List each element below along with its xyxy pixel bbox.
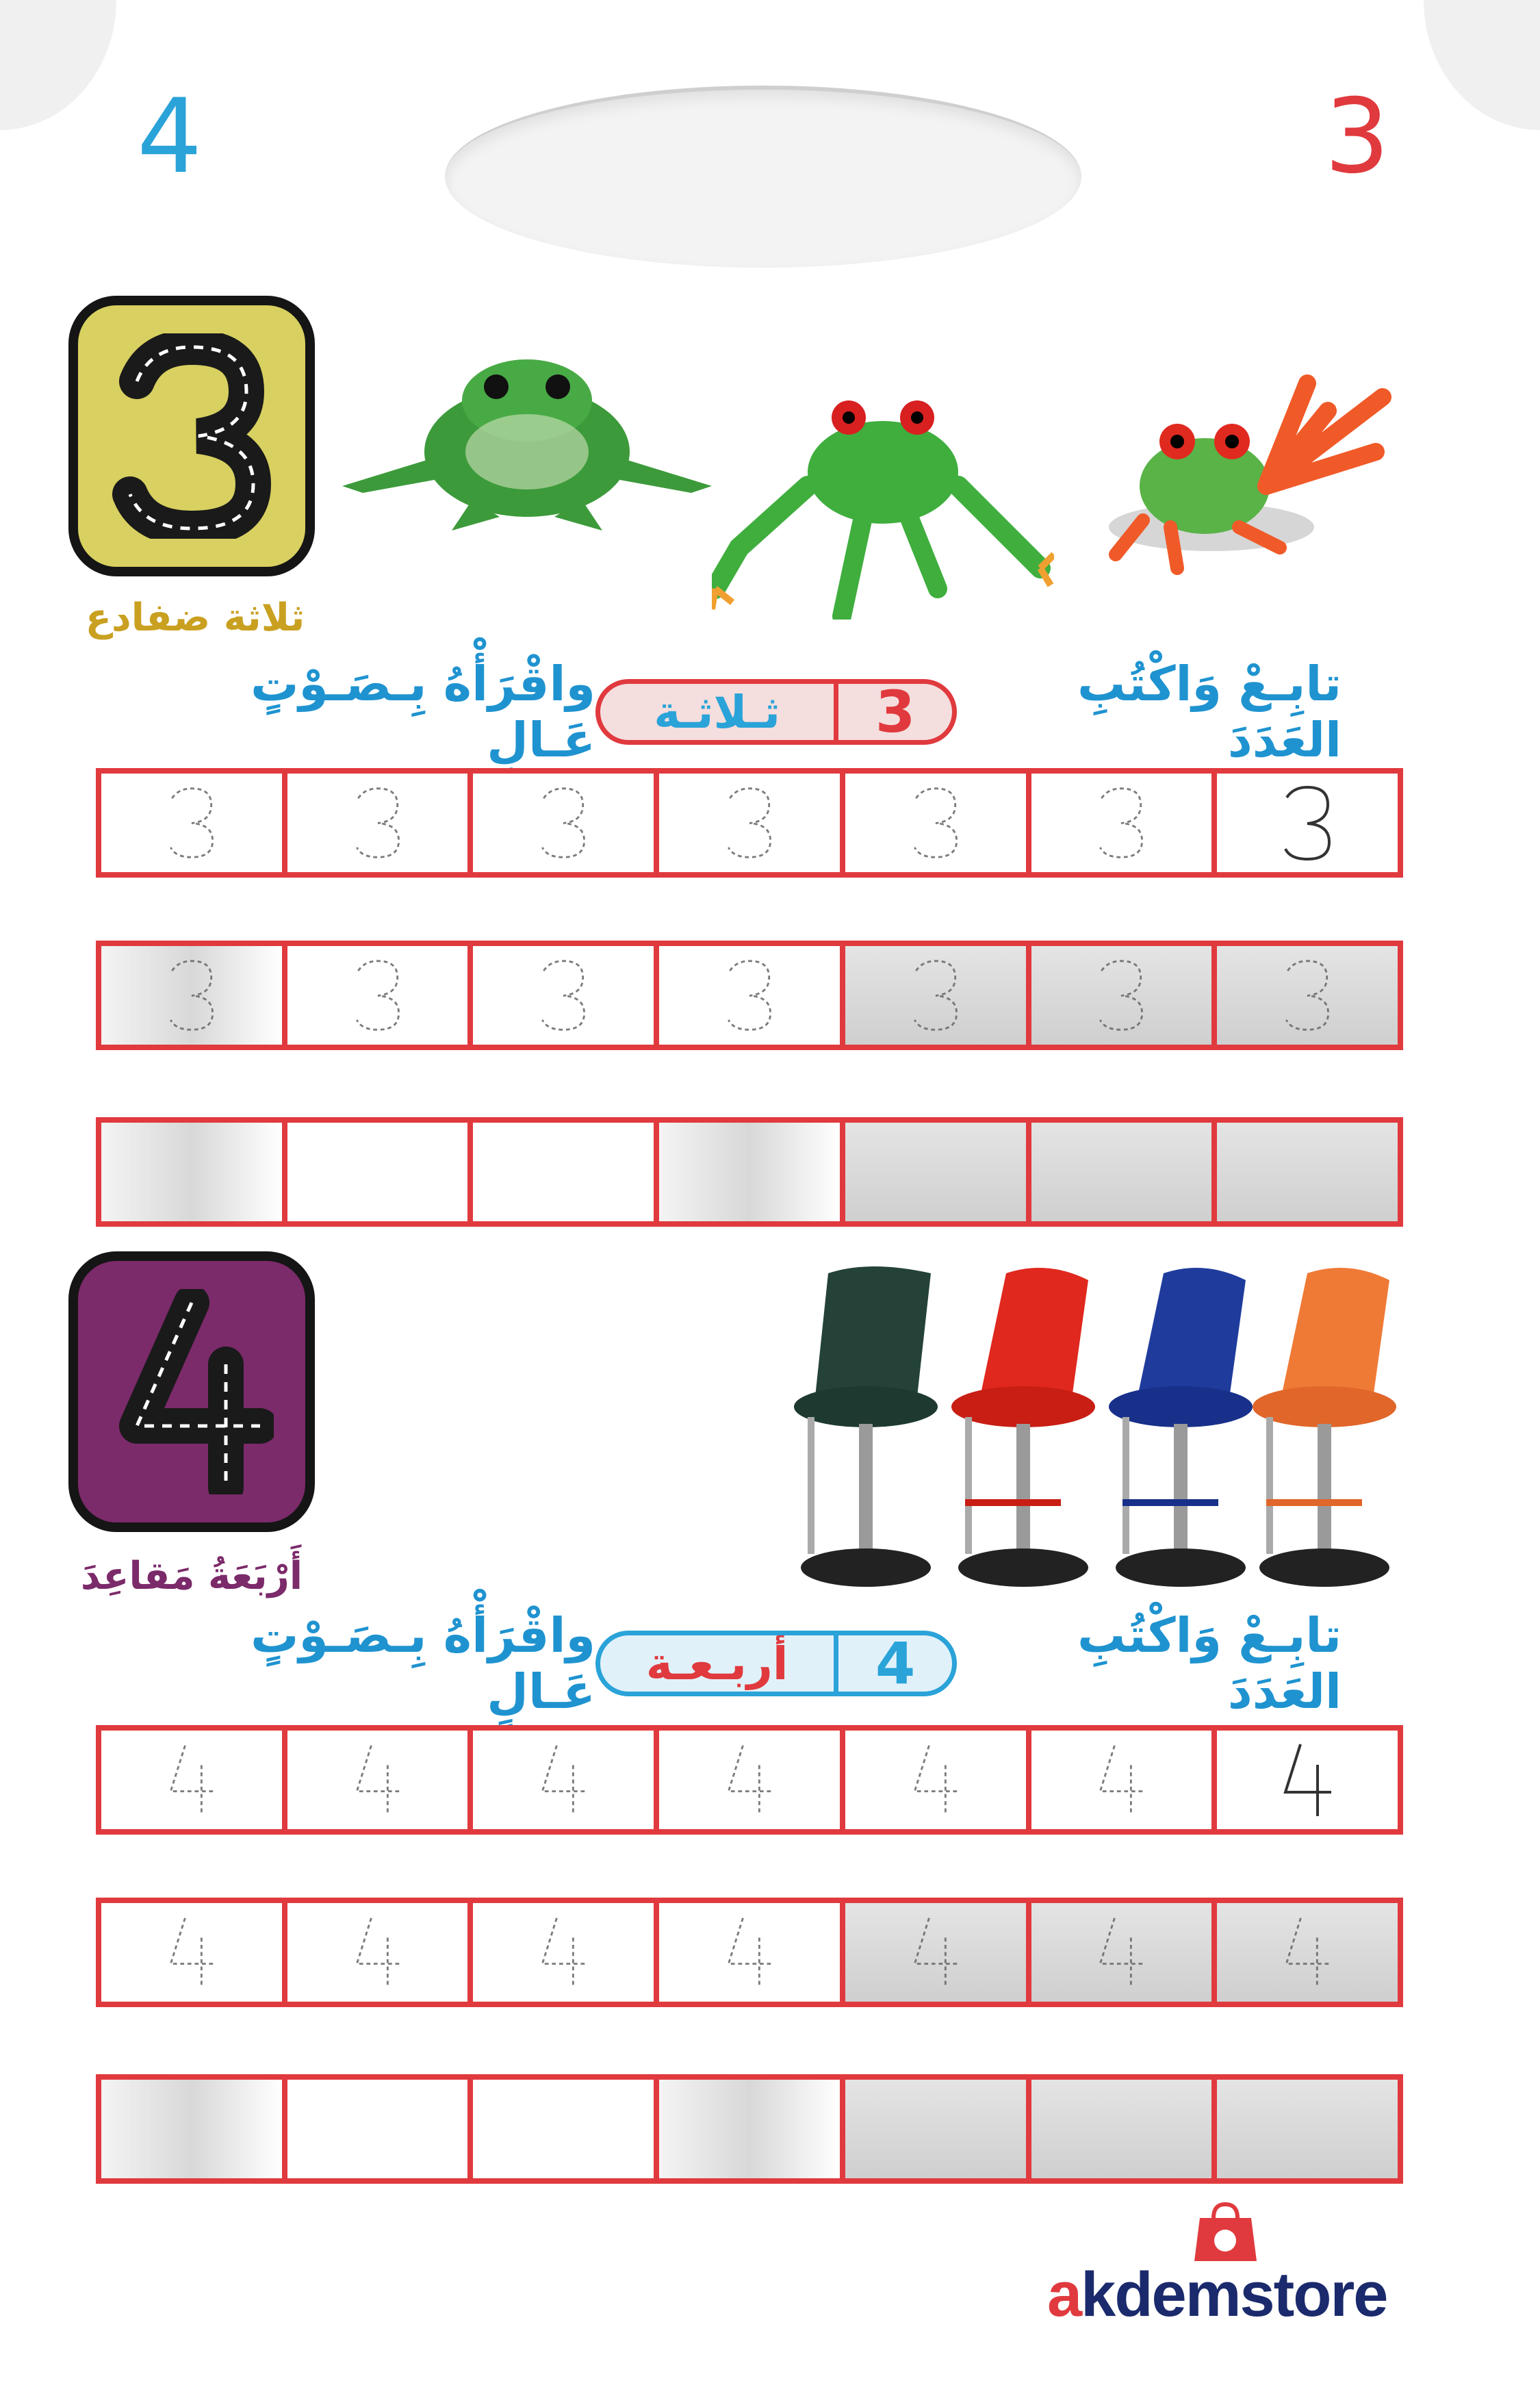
- write-cell[interactable]: [287, 2080, 468, 2178]
- road-digit-three-icon: [110, 333, 274, 539]
- trace-cell[interactable]: [1031, 774, 1212, 872]
- digit-badge-three: [68, 296, 315, 576]
- trace-cell[interactable]: [287, 774, 468, 872]
- trace-cell[interactable]: [659, 774, 840, 872]
- write-cell[interactable]: [287, 1123, 468, 1221]
- brand-letter-a: a: [1047, 2260, 1081, 2330]
- trace-cell[interactable]: [473, 774, 654, 872]
- write-cell[interactable]: [1217, 1123, 1398, 1221]
- corner-shadow-left: [0, 0, 116, 130]
- trace-cell[interactable]: [1031, 946, 1212, 1045]
- frog-image-2: [712, 383, 1054, 620]
- tracing-row-four-2: [96, 1898, 1403, 2007]
- trace-cell[interactable]: [845, 946, 1026, 1045]
- solid-digit-cell: [1217, 774, 1398, 872]
- tracing-row-four-1: [96, 1725, 1403, 1835]
- trace-cell[interactable]: [659, 1731, 840, 1829]
- trace-cell[interactable]: [473, 1731, 654, 1829]
- write-cell[interactable]: [1031, 2080, 1212, 2178]
- store-bag-icon: [1190, 2201, 1261, 2262]
- trace-cell[interactable]: [287, 1903, 468, 2002]
- write-cell[interactable]: [1031, 1123, 1212, 1221]
- instruction-bar-four: [137, 1607, 1342, 1720]
- frog-image-1: [335, 349, 719, 534]
- handle-cutout: [445, 86, 1081, 268]
- write-cell[interactable]: [845, 1123, 1026, 1221]
- pill-number: 4: [834, 1635, 952, 1692]
- trace-cell[interactable]: [101, 946, 282, 1045]
- pill-word: أربـعـة: [645, 1637, 788, 1690]
- chair-image-dark: [787, 1260, 945, 1602]
- tracing-row-three-2: [96, 941, 1403, 1050]
- trace-cell[interactable]: [101, 1731, 282, 1829]
- writing-row-four: [96, 2074, 1403, 2184]
- pill-number: 3: [834, 684, 952, 740]
- number-label-pill-four: [595, 1631, 957, 1696]
- trace-cell[interactable]: [659, 946, 840, 1045]
- road-digit-four-icon: [110, 1289, 274, 1494]
- write-cell[interactable]: [473, 1123, 654, 1221]
- pill-word: ثـلاثـة: [654, 685, 781, 739]
- trace-cell[interactable]: [473, 946, 654, 1045]
- trace-cell[interactable]: [845, 774, 1026, 872]
- page-number-right: 3: [1324, 77, 1390, 196]
- trace-cell[interactable]: [287, 1731, 468, 1829]
- write-cell[interactable]: [659, 1123, 840, 1221]
- trace-cell[interactable]: [473, 1903, 654, 2002]
- trace-cell[interactable]: [101, 774, 282, 872]
- trace-cell[interactable]: [845, 1903, 1026, 2002]
- page-number-left: 4: [137, 77, 203, 196]
- write-cell[interactable]: [1217, 2080, 1398, 2178]
- trace-cell[interactable]: [1217, 946, 1398, 1045]
- chair-image-orange: [1246, 1260, 1403, 1602]
- write-cell[interactable]: [473, 2080, 654, 2178]
- solid-digit-cell: [1217, 1731, 1398, 1829]
- trace-cell[interactable]: [101, 1903, 282, 2002]
- brand-name: kdemstore: [1081, 2260, 1387, 2330]
- chair-image-red: [945, 1260, 1102, 1602]
- digit-badge-four: [68, 1251, 315, 1532]
- frog-image-3: [1102, 370, 1403, 596]
- write-cell[interactable]: [659, 2080, 840, 2178]
- write-cell[interactable]: [101, 2080, 282, 2178]
- writing-row-three: [96, 1117, 1403, 1227]
- instruction-read-aloud: واقْرَأْهُ بِـصَـوْتٍ عَـالٍ: [251, 656, 595, 768]
- trace-cell[interactable]: [845, 1731, 1026, 1829]
- instruction-trace-write: تابِـعْ وَاكْتُبِ العَدَدَ: [1077, 656, 1342, 768]
- caption-four-chairs: أَرْبَعَةُ مَقاعِدَ: [80, 1554, 303, 1598]
- instruction-read-aloud: واقْرَأْهُ بِـصَـوْتٍ عَـالٍ: [251, 1607, 595, 1720]
- trace-cell[interactable]: [1031, 1903, 1212, 2002]
- tracing-row-three-1: [96, 768, 1403, 878]
- brand-wordmark: [1047, 2259, 1387, 2331]
- corner-shadow-right: [1424, 0, 1540, 130]
- instruction-bar-three: [137, 656, 1342, 768]
- trace-cell[interactable]: [1217, 1903, 1398, 2002]
- trace-cell[interactable]: [659, 1903, 840, 2002]
- number-label-pill-three: [595, 679, 957, 745]
- caption-three-frogs: ثلاثة ضفادع: [85, 596, 305, 640]
- write-cell[interactable]: [101, 1123, 282, 1221]
- trace-cell[interactable]: [1031, 1731, 1212, 1829]
- instruction-trace-write: تابِـعْ وَاكْتُبِ العَدَدَ: [1077, 1607, 1342, 1720]
- chair-image-blue: [1102, 1260, 1259, 1602]
- write-cell[interactable]: [845, 2080, 1026, 2178]
- trace-cell[interactable]: [287, 946, 468, 1045]
